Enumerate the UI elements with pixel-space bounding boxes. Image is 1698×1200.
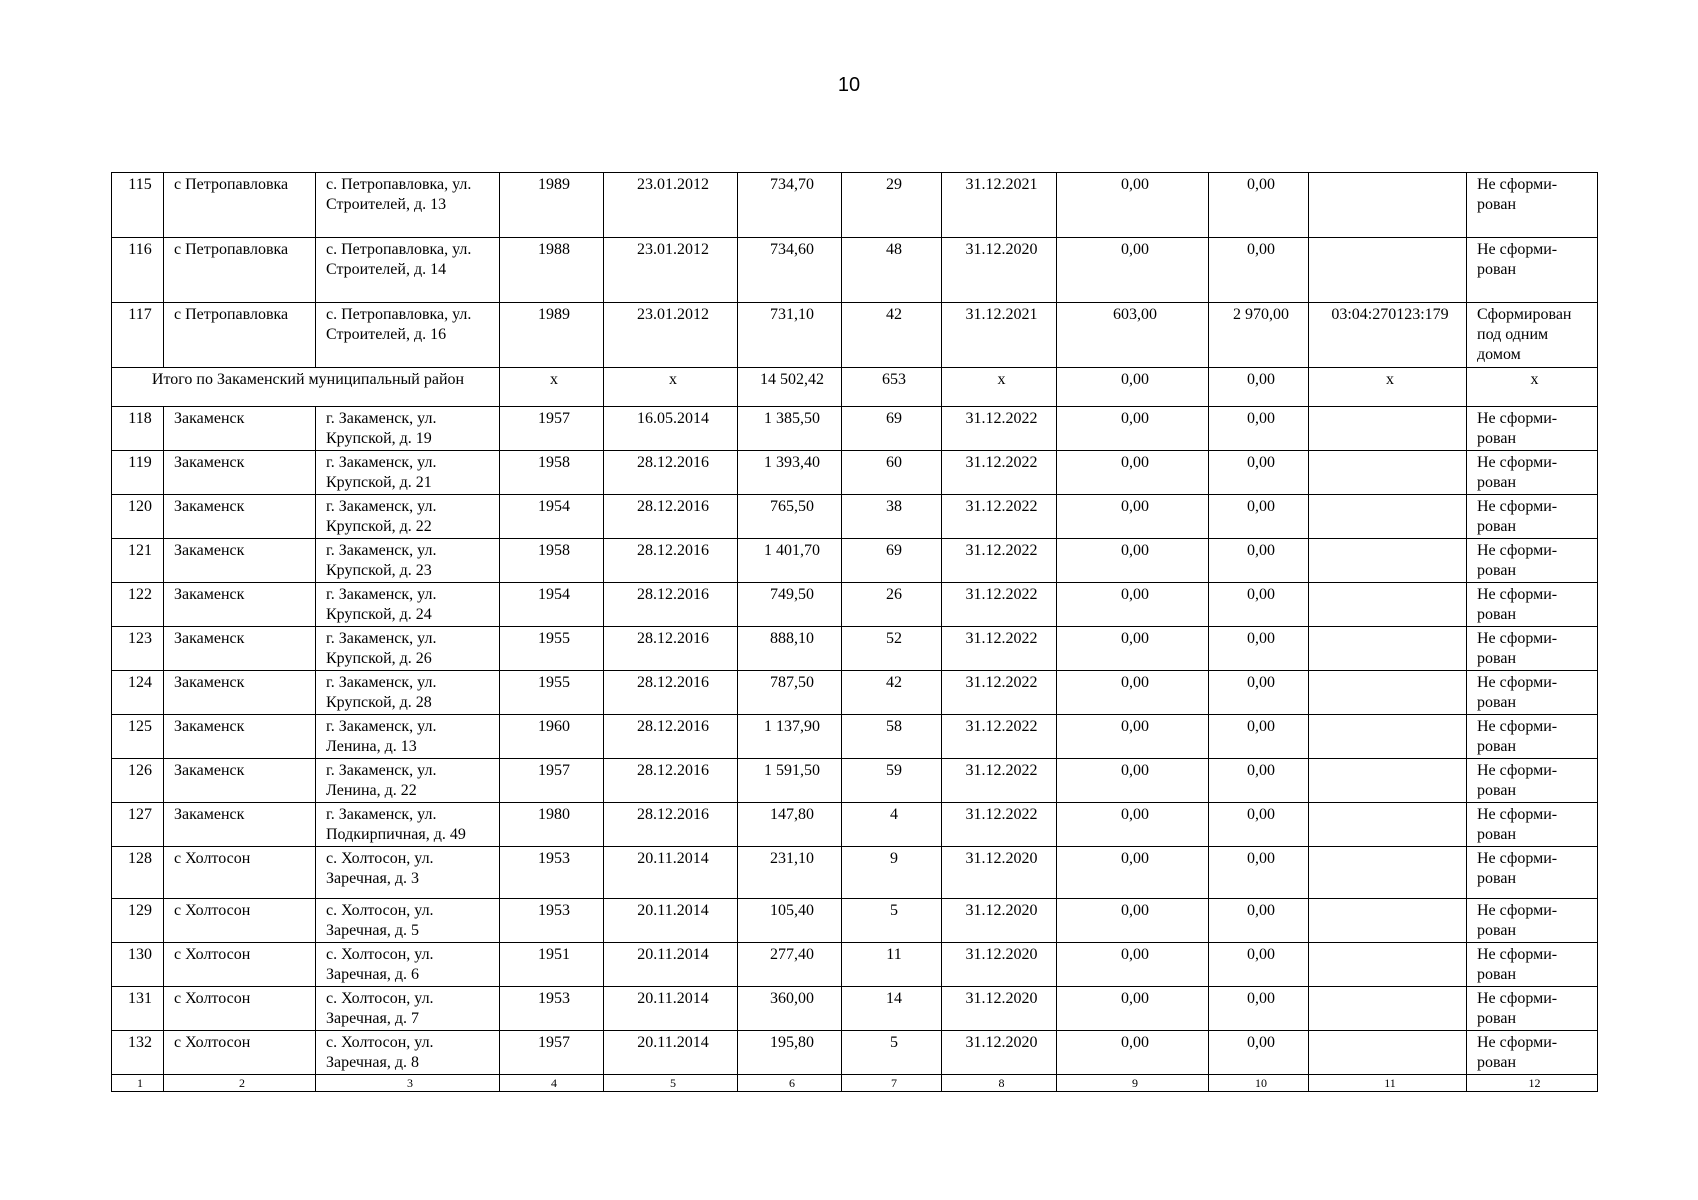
deadline-cell: 31.12.2020 <box>942 943 1057 987</box>
area-cell: 1 137,90 <box>738 715 842 759</box>
people-cell: 48 <box>842 238 942 303</box>
table-row <box>112 847 1598 899</box>
row-number: 121 <box>112 539 164 583</box>
table-row <box>112 173 1598 238</box>
status-cell: Не сформи- рован <box>1467 715 1598 759</box>
row-number: 116 <box>112 238 164 303</box>
col10-cell: 0,00 <box>1209 803 1309 847</box>
deadline-cell: 31.12.2021 <box>942 173 1057 238</box>
status-cell: Не сформи- рован <box>1467 987 1598 1031</box>
address-cell: г. Закаменск, ул. Крупской, д. 26 <box>316 627 500 671</box>
total-plot-area: 0,00 <box>1057 368 1209 407</box>
locality-cell: с Холтосон <box>164 847 316 899</box>
year-cell: 1953 <box>500 987 604 1031</box>
status-cell: Не сформи- рован <box>1467 943 1598 987</box>
col10-cell: 0,00 <box>1209 943 1309 987</box>
table-footer <box>112 1075 1598 1092</box>
area-cell: 731,10 <box>738 303 842 368</box>
column-number-row <box>112 1075 1598 1092</box>
deadline-cell: 31.12.2020 <box>942 238 1057 303</box>
status-cell: Не сформи- рован <box>1467 671 1598 715</box>
col10-cell: 0,00 <box>1209 495 1309 539</box>
people-cell: 42 <box>842 303 942 368</box>
cadastral-cell <box>1309 943 1467 987</box>
address-cell: г. Закаменск, ул. Ленина, д. 22 <box>316 759 500 803</box>
address-cell: с. Петропавловка, ул. Строителей, д. 14 <box>316 238 500 303</box>
locality-cell: с Петропавловка <box>164 173 316 238</box>
row-number: 123 <box>112 627 164 671</box>
address-cell: г. Закаменск, ул. Крупской, д. 19 <box>316 407 500 451</box>
area-cell: 360,00 <box>738 987 842 1031</box>
people-cell: 11 <box>842 943 942 987</box>
status-cell: Не сформи- рован <box>1467 803 1598 847</box>
date-cell: 28.12.2016 <box>604 627 738 671</box>
plot-area-cell: 0,00 <box>1057 539 1209 583</box>
year-cell: 1955 <box>500 627 604 671</box>
people-cell: 58 <box>842 715 942 759</box>
col10-cell: 0,00 <box>1209 583 1309 627</box>
page-number: 10 <box>837 74 861 96</box>
col10-cell: 0,00 <box>1209 173 1309 238</box>
area-cell: 1 591,50 <box>738 759 842 803</box>
deadline-cell: 31.12.2020 <box>942 899 1057 943</box>
row-number: 127 <box>112 803 164 847</box>
deadline-cell: 31.12.2022 <box>942 539 1057 583</box>
year-cell: 1953 <box>500 899 604 943</box>
locality-cell: Закаменск <box>164 803 316 847</box>
locality-cell: с Холтосон <box>164 987 316 1031</box>
total-year: x <box>500 368 604 407</box>
table-row <box>112 987 1598 1031</box>
status-cell: Не сформи- рован <box>1467 238 1598 303</box>
plot-area-cell: 0,00 <box>1057 495 1209 539</box>
year-cell: 1980 <box>500 803 604 847</box>
cadastral-cell <box>1309 627 1467 671</box>
year-cell: 1957 <box>500 1031 604 1075</box>
year-cell: 1958 <box>500 451 604 495</box>
year-cell: 1989 <box>500 173 604 238</box>
table-body-bottom <box>112 407 1598 1075</box>
row-number: 115 <box>112 173 164 238</box>
column-number-cell: 5 <box>604 1075 738 1092</box>
address-cell: с. Холтосон, ул. Заречная, д. 8 <box>316 1031 500 1075</box>
date-cell: 20.11.2014 <box>604 943 738 987</box>
col10-cell: 0,00 <box>1209 987 1309 1031</box>
locality-cell: Закаменск <box>164 583 316 627</box>
column-number-cell: 3 <box>316 1075 500 1092</box>
date-cell: 28.12.2016 <box>604 495 738 539</box>
table-row <box>112 303 1598 368</box>
area-cell: 787,50 <box>738 671 842 715</box>
deadline-cell: 31.12.2022 <box>942 671 1057 715</box>
status-cell: Не сформи- рован <box>1467 1031 1598 1075</box>
column-number-cell: 9 <box>1057 1075 1209 1092</box>
address-cell: г. Закаменск, ул. Крупской, д. 24 <box>316 583 500 627</box>
address-cell: с. Холтосон, ул. Заречная, д. 5 <box>316 899 500 943</box>
date-cell: 23.01.2012 <box>604 173 738 238</box>
housing-registry-table <box>111 172 1598 1092</box>
cadastral-cell: 03:04:270123:179 <box>1309 303 1467 368</box>
people-cell: 60 <box>842 451 942 495</box>
total-col10: 0,00 <box>1209 368 1309 407</box>
col10-cell: 0,00 <box>1209 899 1309 943</box>
year-cell: 1957 <box>500 759 604 803</box>
deadline-cell: 31.12.2021 <box>942 303 1057 368</box>
locality-cell: Закаменск <box>164 715 316 759</box>
table-row <box>112 539 1598 583</box>
people-cell: 14 <box>842 987 942 1031</box>
plot-area-cell: 603,00 <box>1057 303 1209 368</box>
plot-area-cell: 0,00 <box>1057 943 1209 987</box>
row-number: 131 <box>112 987 164 1031</box>
col10-cell: 0,00 <box>1209 759 1309 803</box>
row-number: 118 <box>112 407 164 451</box>
year-cell: 1988 <box>500 238 604 303</box>
cadastral-cell <box>1309 451 1467 495</box>
plot-area-cell: 0,00 <box>1057 407 1209 451</box>
address-cell: г. Закаменск, ул. Крупской, д. 23 <box>316 539 500 583</box>
plot-area-cell: 0,00 <box>1057 1031 1209 1075</box>
deadline-cell: 31.12.2020 <box>942 847 1057 899</box>
cadastral-cell <box>1309 173 1467 238</box>
column-number-cell: 2 <box>164 1075 316 1092</box>
total-area: 14 502,42 <box>738 368 842 407</box>
address-cell: с. Холтосон, ул. Заречная, д. 3 <box>316 847 500 899</box>
deadline-cell: 31.12.2020 <box>942 1031 1057 1075</box>
deadline-cell: 31.12.2020 <box>942 987 1057 1031</box>
total-label: Итого по Закаменский муниципальный район <box>112 368 500 407</box>
people-cell: 9 <box>842 847 942 899</box>
cadastral-cell <box>1309 539 1467 583</box>
people-cell: 52 <box>842 627 942 671</box>
people-cell: 42 <box>842 671 942 715</box>
people-cell: 5 <box>842 899 942 943</box>
status-cell: Не сформи- рован <box>1467 583 1598 627</box>
row-number: 125 <box>112 715 164 759</box>
address-cell: г. Закаменск, ул. Крупской, д. 28 <box>316 671 500 715</box>
table-row <box>112 583 1598 627</box>
locality-cell: Закаменск <box>164 539 316 583</box>
area-cell: 734,70 <box>738 173 842 238</box>
cadastral-cell <box>1309 987 1467 1031</box>
deadline-cell: 31.12.2022 <box>942 583 1057 627</box>
area-cell: 231,10 <box>738 847 842 899</box>
row-number: 126 <box>112 759 164 803</box>
locality-cell: с Петропавловка <box>164 238 316 303</box>
total-deadline: x <box>942 368 1057 407</box>
year-cell: 1954 <box>500 495 604 539</box>
col10-cell: 0,00 <box>1209 539 1309 583</box>
people-cell: 69 <box>842 539 942 583</box>
year-cell: 1953 <box>500 847 604 899</box>
locality-cell: с Холтосон <box>164 899 316 943</box>
date-cell: 28.12.2016 <box>604 583 738 627</box>
locality-cell: Закаменск <box>164 407 316 451</box>
row-number: 119 <box>112 451 164 495</box>
cadastral-cell <box>1309 759 1467 803</box>
plot-area-cell: 0,00 <box>1057 627 1209 671</box>
total-date: x <box>604 368 738 407</box>
area-cell: 1 393,40 <box>738 451 842 495</box>
row-number: 130 <box>112 943 164 987</box>
address-cell: с. Холтосон, ул. Заречная, д. 6 <box>316 943 500 987</box>
plot-area-cell: 0,00 <box>1057 173 1209 238</box>
locality-cell: Закаменск <box>164 759 316 803</box>
plot-area-cell: 0,00 <box>1057 583 1209 627</box>
row-number: 129 <box>112 899 164 943</box>
deadline-cell: 31.12.2022 <box>942 803 1057 847</box>
cadastral-cell <box>1309 715 1467 759</box>
people-cell: 69 <box>842 407 942 451</box>
address-cell: г. Закаменск, ул. Крупской, д. 22 <box>316 495 500 539</box>
status-cell: Не сформи- рован <box>1467 847 1598 899</box>
people-cell: 26 <box>842 583 942 627</box>
locality-cell: Закаменск <box>164 671 316 715</box>
col10-cell: 0,00 <box>1209 451 1309 495</box>
deadline-cell: 31.12.2022 <box>942 451 1057 495</box>
locality-cell: с Петропавловка <box>164 303 316 368</box>
deadline-cell: 31.12.2022 <box>942 495 1057 539</box>
col10-cell: 0,00 <box>1209 715 1309 759</box>
table-row <box>112 238 1598 303</box>
table-row <box>112 495 1598 539</box>
plot-area-cell: 0,00 <box>1057 803 1209 847</box>
year-cell: 1957 <box>500 407 604 451</box>
total-people: 653 <box>842 368 942 407</box>
col10-cell: 0,00 <box>1209 1031 1309 1075</box>
date-cell: 23.01.2012 <box>604 238 738 303</box>
area-cell: 765,50 <box>738 495 842 539</box>
total-status: x <box>1467 368 1598 407</box>
status-cell: Не сформи- рован <box>1467 407 1598 451</box>
col10-cell: 2 970,00 <box>1209 303 1309 368</box>
table-body-total <box>112 368 1598 407</box>
date-cell: 20.11.2014 <box>604 847 738 899</box>
plot-area-cell: 0,00 <box>1057 899 1209 943</box>
row-number: 120 <box>112 495 164 539</box>
address-cell: с. Холтосон, ул. Заречная, д. 7 <box>316 987 500 1031</box>
date-cell: 28.12.2016 <box>604 759 738 803</box>
status-cell: Не сформи- рован <box>1467 173 1598 238</box>
deadline-cell: 31.12.2022 <box>942 759 1057 803</box>
plot-area-cell: 0,00 <box>1057 987 1209 1031</box>
column-number-cell: 10 <box>1209 1075 1309 1092</box>
plot-area-cell: 0,00 <box>1057 715 1209 759</box>
column-number-cell: 4 <box>500 1075 604 1092</box>
status-cell: Не сформи- рован <box>1467 495 1598 539</box>
cadastral-cell <box>1309 407 1467 451</box>
row-number: 124 <box>112 671 164 715</box>
row-number: 122 <box>112 583 164 627</box>
year-cell: 1951 <box>500 943 604 987</box>
table-row <box>112 671 1598 715</box>
date-cell: 23.01.2012 <box>604 303 738 368</box>
status-cell: Не сформи- рован <box>1467 627 1598 671</box>
date-cell: 20.11.2014 <box>604 899 738 943</box>
area-cell: 888,10 <box>738 627 842 671</box>
row-number: 132 <box>112 1031 164 1075</box>
cadastral-cell <box>1309 238 1467 303</box>
cadastral-cell <box>1309 671 1467 715</box>
area-cell: 1 401,70 <box>738 539 842 583</box>
column-number-cell: 7 <box>842 1075 942 1092</box>
column-number-cell: 6 <box>738 1075 842 1092</box>
col10-cell: 0,00 <box>1209 238 1309 303</box>
deadline-cell: 31.12.2022 <box>942 627 1057 671</box>
col10-cell: 0,00 <box>1209 847 1309 899</box>
col10-cell: 0,00 <box>1209 627 1309 671</box>
row-number: 117 <box>112 303 164 368</box>
table-row <box>112 627 1598 671</box>
plot-area-cell: 0,00 <box>1057 759 1209 803</box>
table-row <box>112 1031 1598 1075</box>
year-cell: 1955 <box>500 671 604 715</box>
column-number-cell: 11 <box>1309 1075 1467 1092</box>
status-cell: Не сформи- рован <box>1467 451 1598 495</box>
people-cell: 4 <box>842 803 942 847</box>
plot-area-cell: 0,00 <box>1057 238 1209 303</box>
cadastral-cell <box>1309 899 1467 943</box>
date-cell: 28.12.2016 <box>604 803 738 847</box>
cadastral-cell <box>1309 495 1467 539</box>
people-cell: 5 <box>842 1031 942 1075</box>
locality-cell: Закаменск <box>164 495 316 539</box>
address-cell: г. Закаменск, ул. Подкирпичная, д. 49 <box>316 803 500 847</box>
date-cell: 28.12.2016 <box>604 671 738 715</box>
address-cell: с. Петропавловка, ул. Строителей, д. 16 <box>316 303 500 368</box>
area-cell: 105,40 <box>738 899 842 943</box>
cadastral-cell <box>1309 847 1467 899</box>
deadline-cell: 31.12.2022 <box>942 407 1057 451</box>
plot-area-cell: 0,00 <box>1057 451 1209 495</box>
area-cell: 749,50 <box>738 583 842 627</box>
column-number-cell: 12 <box>1467 1075 1598 1092</box>
year-cell: 1958 <box>500 539 604 583</box>
table-row <box>112 943 1598 987</box>
area-cell: 734,60 <box>738 238 842 303</box>
total-cadastral: x <box>1309 368 1467 407</box>
year-cell: 1954 <box>500 583 604 627</box>
address-cell: г. Закаменск, ул. Крупской, д. 21 <box>316 451 500 495</box>
table-row <box>112 899 1598 943</box>
table-row <box>112 759 1598 803</box>
date-cell: 28.12.2016 <box>604 539 738 583</box>
area-cell: 277,40 <box>738 943 842 987</box>
cadastral-cell <box>1309 583 1467 627</box>
date-cell: 16.05.2014 <box>604 407 738 451</box>
status-cell: Сформирован под одним домом <box>1467 303 1598 368</box>
date-cell: 20.11.2014 <box>604 987 738 1031</box>
column-number-cell: 8 <box>942 1075 1057 1092</box>
plot-area-cell: 0,00 <box>1057 671 1209 715</box>
locality-cell: Закаменск <box>164 627 316 671</box>
locality-cell: с Холтосон <box>164 1031 316 1075</box>
year-cell: 1960 <box>500 715 604 759</box>
deadline-cell: 31.12.2022 <box>942 715 1057 759</box>
col10-cell: 0,00 <box>1209 671 1309 715</box>
table-row <box>112 803 1598 847</box>
table-row <box>112 715 1598 759</box>
status-cell: Не сформи- рован <box>1467 539 1598 583</box>
col10-cell: 0,00 <box>1209 407 1309 451</box>
people-cell: 29 <box>842 173 942 238</box>
table-body-top <box>112 173 1598 368</box>
area-cell: 147,80 <box>738 803 842 847</box>
date-cell: 28.12.2016 <box>604 451 738 495</box>
table-row <box>112 451 1598 495</box>
column-number-cell: 1 <box>112 1075 164 1092</box>
plot-area-cell: 0,00 <box>1057 847 1209 899</box>
date-cell: 28.12.2016 <box>604 715 738 759</box>
cadastral-cell <box>1309 1031 1467 1075</box>
cadastral-cell <box>1309 803 1467 847</box>
total-row <box>112 368 1598 407</box>
people-cell: 38 <box>842 495 942 539</box>
status-cell: Не сформи- рован <box>1467 899 1598 943</box>
locality-cell: Закаменск <box>164 451 316 495</box>
people-cell: 59 <box>842 759 942 803</box>
address-cell: с. Петропавловка, ул. Строителей, д. 13 <box>316 173 500 238</box>
year-cell: 1989 <box>500 303 604 368</box>
address-cell: г. Закаменск, ул. Ленина, д. 13 <box>316 715 500 759</box>
status-cell: Не сформи- рован <box>1467 759 1598 803</box>
date-cell: 20.11.2014 <box>604 1031 738 1075</box>
locality-cell: с Холтосон <box>164 943 316 987</box>
area-cell: 1 385,50 <box>738 407 842 451</box>
table-row <box>112 407 1598 451</box>
area-cell: 195,80 <box>738 1031 842 1075</box>
row-number: 128 <box>112 847 164 899</box>
